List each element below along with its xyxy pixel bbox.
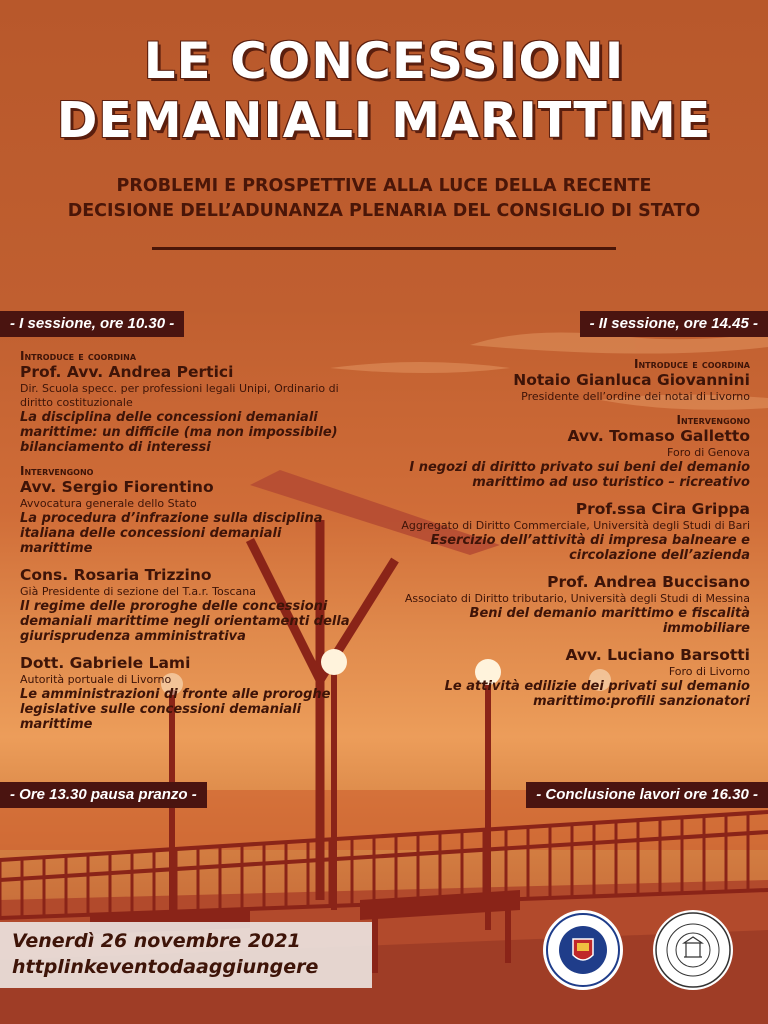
speaker-affiliation: Autorità portuale di Livorno xyxy=(20,673,172,686)
speaker-affiliation: Aggregato di Diritto Commerciale, Università degli Studi di Bari xyxy=(401,519,750,532)
talk-title: I negozi di diritto privato sui beni del demanio marittimo ad uso turistico – ricreativo xyxy=(409,460,750,490)
speaker-block xyxy=(20,654,350,732)
speaker-block xyxy=(390,358,750,404)
subtitle-line-1: PROBLEMI E PROSPETTIVE ALLA LUCE DELLA RECENTE xyxy=(116,176,652,196)
subtitle-line-2: DECISIONE DELL’ADUNANZA PLENARIA DEL CONSIGLIO DI STATO xyxy=(67,201,701,221)
speaker-name: Prof.ssa Cira Grippa xyxy=(575,500,750,518)
title-line-1: LE CONCESSIONI xyxy=(143,32,625,90)
speaker-block xyxy=(20,350,350,455)
talk-title: Beni del demanio marittimo e fiscalità immobiliare xyxy=(469,606,750,636)
role-label: Introduce e coordina xyxy=(633,357,750,371)
second-session-label: - II sessione, ore 14.45 - xyxy=(580,311,768,337)
speaker-affiliation: Foro di Genova xyxy=(667,446,750,459)
speaker-name: Cons. Rosaria Trizzino xyxy=(20,566,212,584)
event-info-box xyxy=(0,922,372,988)
speaker-block xyxy=(20,566,350,644)
speaker-block xyxy=(390,646,750,709)
speaker-name: Prof. Andrea Buccisano xyxy=(547,573,750,591)
speaker-name: Avv. Luciano Barsotti xyxy=(565,646,750,664)
event-link[interactable]: httplinkeventodaaggiungere xyxy=(12,956,319,978)
afternoon-programme xyxy=(390,358,750,719)
speaker-affiliation: Già Presidente di sezione del T.a.r. Toscana xyxy=(20,585,256,598)
speaker-affiliation: Foro di Livorno xyxy=(668,665,750,678)
lunch-break-label: - Ore 13.30 pausa pranzo - xyxy=(0,782,207,808)
first-session-label: - I sessione, ore 10.30 - xyxy=(0,311,184,337)
role-label: Introduce e coordina xyxy=(20,349,137,363)
consiglio-notarile-logo xyxy=(542,909,624,991)
talk-title: Le attività edilizie dei privati sul demanio marittimo:profili sanzionatori xyxy=(444,679,750,709)
event-date: Venerdì 26 novembre 2021 xyxy=(12,930,301,952)
speaker-name: Notaio Gianluca Giovannini xyxy=(513,371,750,389)
title-divider xyxy=(152,247,616,250)
talk-title: La procedura d’infrazione sulla disciplina italiana delle concessioni demaniali marittime xyxy=(20,511,323,556)
talk-title: Esercizio dell’attività di impresa balneare e circolazione dell’azienda xyxy=(430,533,750,563)
role-label: Intervengono xyxy=(20,464,94,478)
speaker-block xyxy=(390,500,750,563)
title-line-2: DEMANIALI MARITTIME xyxy=(56,92,712,149)
speaker-name: Avv. Sergio Fiorentino xyxy=(20,478,214,496)
speaker-name: Prof. Avv. Andrea Pertici xyxy=(20,363,234,381)
speaker-affiliation: Associato di Diritto tributario, Università degli Studi di Messina xyxy=(404,592,750,605)
talk-title: Le amministrazioni di fronte alle proroghe legislative sulle concessioni demaniali marittime xyxy=(20,687,331,732)
scuola-specializzazione-logo xyxy=(652,909,734,991)
closing-label: - Conclusione lavori ore 16.30 - xyxy=(526,782,768,808)
talk-title: Il regime delle proroghe delle concessioni demaniali marittime negli orientamenti della giurisprudenza amministrativa xyxy=(20,599,350,644)
speaker-name: Dott. Gabriele Lami xyxy=(20,654,191,672)
speaker-name: Avv. Tomaso Galletto xyxy=(567,427,750,445)
speaker-block xyxy=(390,414,750,490)
speaker-block xyxy=(390,573,750,636)
speaker-affiliation: Presidente dell’ordine dei notai di Livorno xyxy=(521,390,750,403)
role-label: Intervengono xyxy=(676,413,750,427)
speaker-affiliation: Dir. Scuola specc. per professioni legali Unipi, Ordinario di diritto costituzionale xyxy=(20,382,339,409)
morning-programme xyxy=(20,350,350,742)
speaker-affiliation: Avvocatura generale dello Stato xyxy=(20,497,197,510)
speaker-block xyxy=(20,465,350,556)
talk-title: La disciplina delle concessioni demaniali marittime: un difficile (ma non impossibile) bilanciamento di interessi xyxy=(20,410,338,455)
